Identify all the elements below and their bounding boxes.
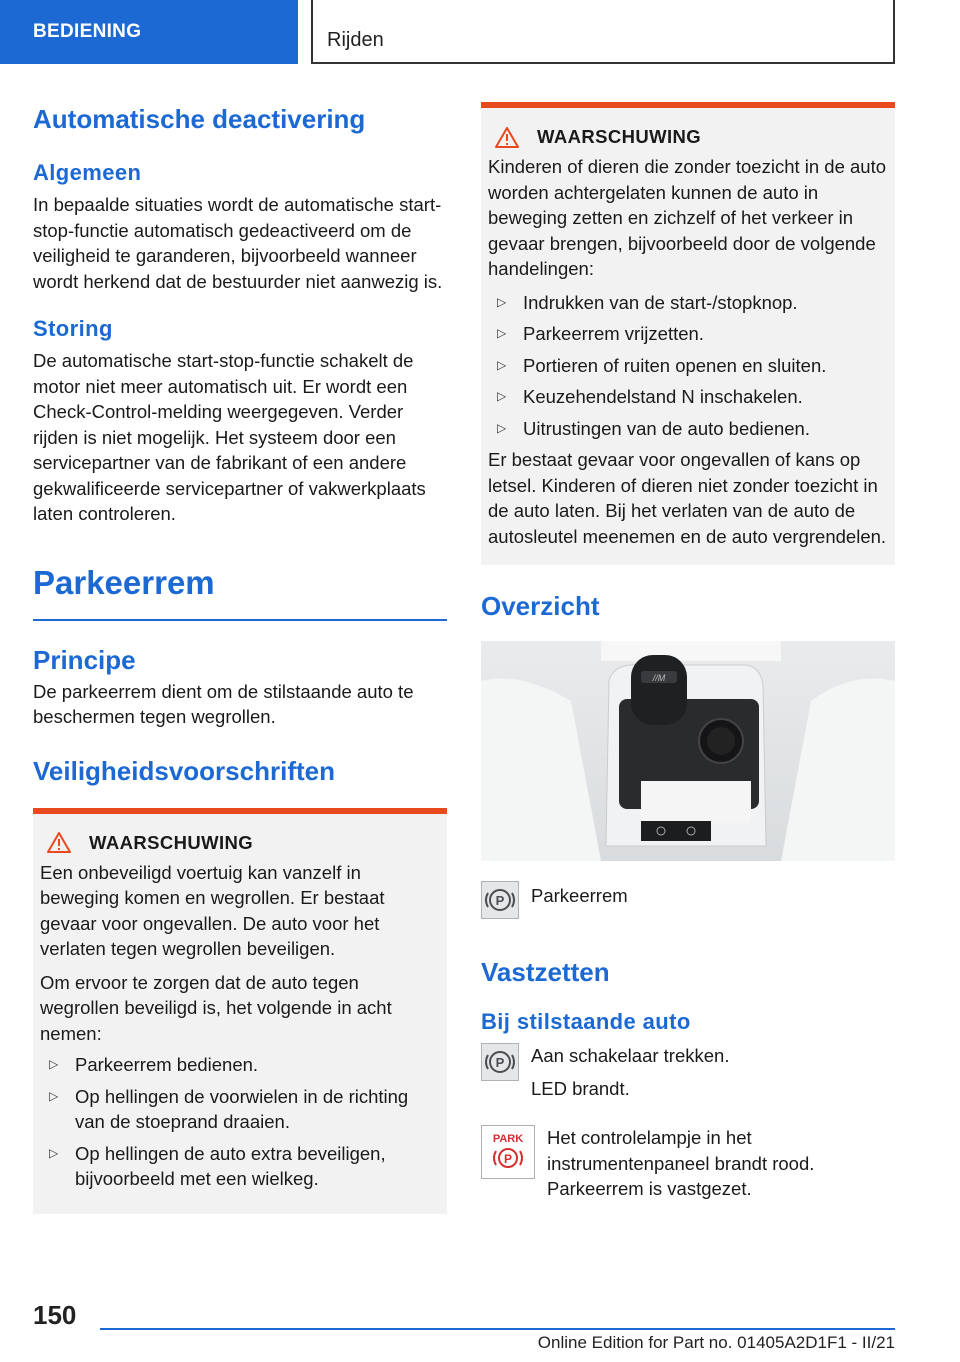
bullet-triangle-icon: ▷	[49, 1145, 59, 1160]
caption-row	[481, 881, 895, 919]
instruction-text	[531, 1043, 729, 1101]
warning-paragraph: Om ervoor te zorgen dat de auto tegen wegrollen beveiligd is, het volgende in acht nemen:	[40, 971, 392, 1044]
svg-text:P: P	[503, 1152, 513, 1166]
warning-header	[488, 126, 888, 148]
heading-veiligheidsvoorschriften: Veiligheidsvoorschriften	[33, 755, 335, 786]
bullet-triangle-icon: ▷	[497, 294, 507, 309]
warning-title: WAARSCHUWING	[537, 126, 702, 147]
list-item: ▷ Uitrustingen van de auto bedienen.	[488, 416, 888, 442]
right-column	[481, 102, 895, 1202]
bullet-triangle-icon: ▷	[497, 357, 507, 372]
heading-vastzetten: Vastzetten	[481, 957, 610, 987]
list-item: ▷ Op hellingen de auto extra beveiligen, bijvoorbeeld met een wielkeg.	[40, 1141, 440, 1192]
list-item: ▷ Parkeerrem vrijzetten.	[488, 321, 888, 347]
section-tab: BEDIENING	[0, 0, 298, 64]
bullet-triangle-icon: ▷	[497, 389, 507, 403]
heading-overzicht: Overzicht	[481, 591, 600, 621]
warning-box	[33, 808, 447, 1214]
warning-list	[40, 1052, 440, 1192]
instruction-step: Aan schakelaar trekken.	[531, 1045, 730, 1066]
instruction-result: LED brandt.	[531, 1077, 630, 1099]
warning-box	[481, 102, 895, 565]
warning-title: WAARSCHUWING	[89, 831, 254, 853]
heading-bij-stilstaande-auto: Bij stilstaande auto	[481, 1009, 691, 1034]
park-warning-light-icon	[481, 1125, 535, 1179]
svg-text:P: P	[495, 1055, 505, 1070]
list-item: ▷ Portieren of ruiten openen en sluiten.	[488, 353, 888, 379]
indicator-row	[481, 1125, 895, 1202]
instruction-row	[481, 1043, 895, 1101]
heading-rule	[33, 619, 447, 621]
paragraph-principe: De parkeerrem dient om de stilstaande auto te beschermen tegen wegrollen.	[33, 680, 414, 727]
paragraph-storing: De automatische start-stop-functie schakelt de motor niet meer automatisch uit. Er wordt een Check-Control-melding weergegeven. Verder rijden is niet mogelijk. Het systeem door een servicepartner van de fabrikant of een andere gekwalificeerde servicepartner of vakwerkplaats laten controleren.	[33, 350, 426, 524]
list-item: ▷ Indrukken van de start-/stopknop.	[488, 290, 888, 316]
photo-caption: Parkeerrem	[531, 885, 628, 906]
warning-triangle-icon	[495, 127, 519, 148]
list-item: ▷ Parkeerrem bedienen.	[40, 1052, 440, 1078]
parking-brake-icon	[481, 1043, 519, 1081]
indicator-text: Het controlelampje in het instrumentenpaneel brandt rood. Parkeerrem is vastgezet.	[547, 1127, 815, 1199]
heading-parkeerrem: Parkeerrem	[33, 563, 215, 601]
bullet-triangle-icon: ▷	[49, 1088, 59, 1103]
page-number: 150	[33, 1300, 77, 1330]
left-column	[33, 102, 447, 1214]
warning-paragraph: Een onbeveiligd voertuig kan vanzelf in beweging komen en wegrollen. Er bestaat gevaar voor ongevallen. De auto voor het verlaten tegen wegrollen beveiligen.	[40, 861, 385, 959]
list-item: ▷ Op hellingen de voorwielen in de richting van de stoeprand draaien.	[40, 1084, 440, 1135]
center-console-photo	[481, 641, 895, 861]
parking-brake-icon	[481, 881, 519, 919]
warning-paragraph: Kinderen of dieren die zonder toezicht in de auto worden achtergelaten kunnen de auto in beweging zetten en zichzelf of het verkeer in gevaar brengen, bijvoorbeeld door de volgende handelingen:	[488, 156, 887, 279]
list-item: ▷ Keuzehendelstand N inschakelen.	[488, 384, 888, 410]
heading-principe: Principe	[33, 644, 136, 675]
bullet-triangle-icon: ▷	[497, 326, 507, 340]
paragraph-algemeen: In bepaalde situaties wordt de automatische start-stop-functie automatisch gedeactiveerd om de veiligheid te garanderen, bijvoorbeeld wanneer wordt herkend dat de bestuurder niet aanwezig is.	[33, 194, 443, 292]
bullet-triangle-icon: ▷	[497, 420, 507, 435]
warning-list	[488, 290, 888, 442]
heading-algemeen: Algemeen	[33, 160, 142, 185]
footer-rule	[100, 1328, 895, 1330]
svg-text:P: P	[495, 893, 505, 908]
heading-automatische-deactivering: Automatische deactivering	[33, 104, 366, 134]
edition-note: Online Edition for Part no. 01405A2D1F1 - II/21	[537, 1333, 895, 1352]
warning-paragraph: Er bestaat gevaar voor ongevallen of kans op letsel. Kinderen of dieren niet zonder toezicht in de auto laten. Bij het verlaten van de auto de autosleutel meenemen en de auto vergrendelen.	[488, 449, 887, 547]
warning-header	[40, 832, 440, 854]
svg-text://M: //M	[652, 673, 666, 683]
warning-triangle-icon	[47, 832, 71, 853]
heading-storing: Storing	[33, 316, 113, 341]
chapter-title: Rijden	[311, 0, 895, 64]
svg-text:PARK: PARK	[492, 1133, 524, 1145]
bullet-triangle-icon: ▷	[49, 1057, 59, 1071]
